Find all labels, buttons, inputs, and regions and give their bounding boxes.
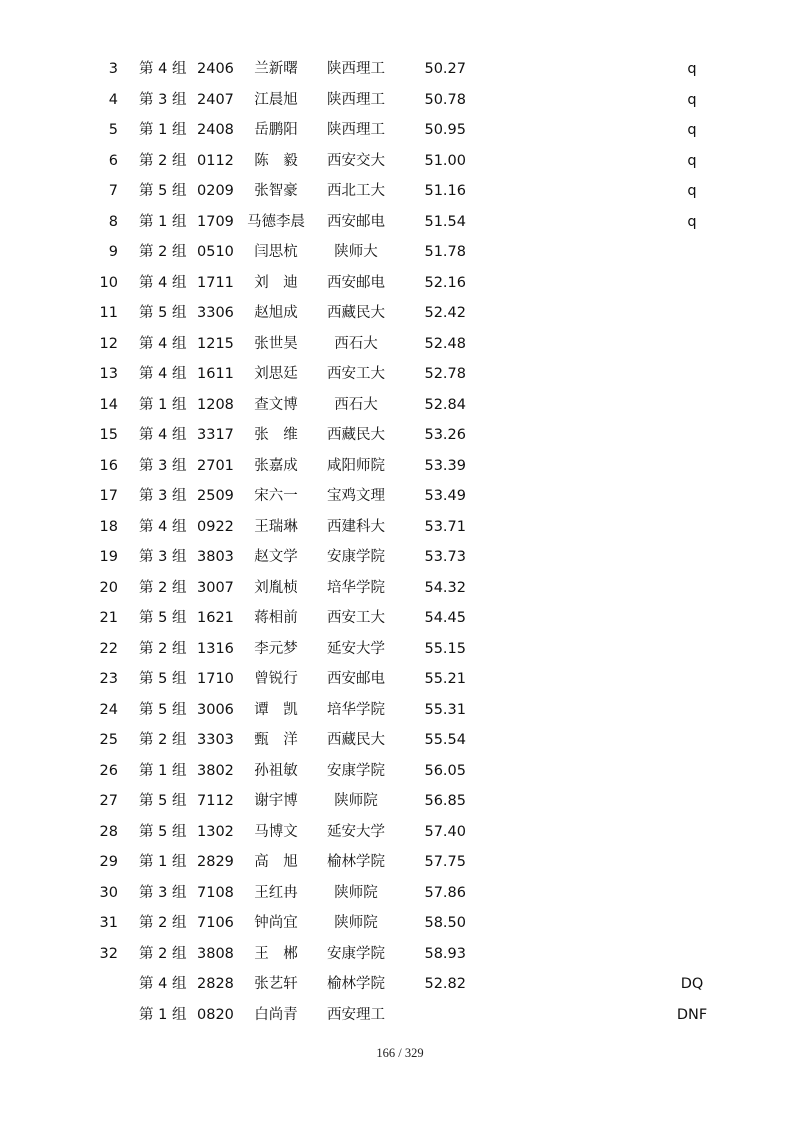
time-cell: 57.40 [424, 823, 466, 840]
result-row [0, 573, 800, 604]
group-cell: 第 1 组 [139, 122, 187, 138]
result-row [0, 512, 800, 543]
school-cell: 榆林学院 [327, 854, 385, 870]
time-cell: 53.49 [424, 488, 466, 504]
time-cell: 53.39 [424, 457, 466, 474]
rank-cell: 14 [99, 396, 118, 413]
bib-number-cell: 3803 [197, 549, 234, 565]
group-cell: 第 5 组 [139, 701, 187, 718]
bib-number-cell: 3007 [197, 579, 234, 596]
athlete-name-cell: 查文博 [254, 396, 298, 413]
time-cell: 51.00 [424, 152, 466, 169]
result-row [0, 908, 800, 939]
school-cell: 宝鸡文理 [327, 488, 385, 504]
result-row [0, 847, 800, 878]
group-cell: 第 4 组 [139, 518, 187, 535]
group-cell: 第 1 组 [139, 1006, 187, 1023]
bib-number-cell: 3802 [197, 762, 234, 779]
rank-cell: 12 [99, 335, 118, 352]
athlete-name-cell: 张嘉成 [254, 457, 298, 474]
school-cell: 榆林学院 [327, 976, 385, 992]
result-row [0, 786, 800, 817]
result-row [0, 298, 800, 329]
group-cell: 第 2 组 [139, 244, 187, 260]
rank-cell: 28 [99, 823, 118, 840]
time-cell: 52.78 [424, 366, 466, 382]
athlete-name-cell: 马博文 [254, 823, 298, 840]
athlete-name-cell: 蒋相前 [254, 610, 298, 626]
result-row [0, 146, 800, 177]
school-cell: 咸阳师院 [327, 457, 385, 474]
school-cell: 西安邮电 [327, 274, 385, 291]
school-cell: 培华学院 [327, 701, 385, 718]
rank-cell: 10 [99, 274, 118, 291]
group-cell: 第 3 组 [139, 488, 187, 504]
time-cell: 51.54 [424, 213, 466, 230]
athlete-name-cell: 钟尚宜 [254, 915, 298, 931]
athlete-name-cell: 孙祖敏 [254, 762, 298, 779]
bib-number-cell: 0922 [197, 518, 234, 535]
school-cell: 西藏民大 [327, 305, 385, 321]
result-row [0, 237, 800, 268]
athlete-name-cell: 岳鹏阳 [254, 122, 298, 138]
school-cell: 西藏民大 [327, 732, 385, 748]
result-row [0, 634, 800, 665]
bib-number-cell: 1709 [197, 213, 234, 230]
time-cell: 51.16 [424, 183, 466, 199]
school-cell: 安康学院 [327, 549, 385, 565]
result-row [0, 542, 800, 573]
qualification-mark-cell: q [687, 183, 697, 199]
time-cell: 52.82 [424, 976, 466, 992]
bib-number-cell: 1215 [197, 335, 234, 352]
athlete-name-cell: 谭 凯 [254, 701, 298, 718]
bib-number-cell: 3317 [197, 427, 234, 443]
school-cell: 西北工大 [327, 183, 385, 199]
bib-number-cell: 7106 [197, 915, 234, 931]
rank-cell: 4 [108, 91, 118, 108]
rank-cell: 31 [99, 915, 118, 931]
school-cell: 陕师院 [334, 884, 378, 901]
school-cell: 西安邮电 [327, 671, 385, 687]
bib-number-cell: 2701 [197, 457, 234, 474]
group-cell: 第 2 组 [139, 579, 187, 596]
time-cell: 53.26 [424, 427, 466, 443]
bib-number-cell: 0820 [197, 1006, 234, 1023]
time-cell: 52.48 [424, 335, 466, 352]
school-cell: 安康学院 [327, 945, 385, 962]
bib-number-cell: 7108 [197, 884, 234, 901]
rank-cell: 19 [99, 549, 118, 565]
result-row [0, 878, 800, 909]
athlete-name-cell: 白尚青 [254, 1006, 298, 1023]
group-cell: 第 5 组 [139, 793, 187, 809]
group-cell: 第 3 组 [139, 884, 187, 901]
rank-cell: 24 [99, 701, 118, 718]
bib-number-cell: 2828 [197, 976, 234, 992]
rank-cell: 17 [99, 488, 118, 504]
group-cell: 第 1 组 [139, 854, 187, 870]
time-cell: 57.86 [424, 884, 466, 901]
group-cell: 第 4 组 [139, 61, 187, 77]
rank-cell: 18 [99, 518, 118, 535]
rank-cell: 23 [99, 671, 118, 687]
athlete-name-cell: 甄 洋 [254, 732, 298, 748]
rank-cell: 9 [108, 244, 118, 260]
school-cell: 陕师大 [334, 244, 378, 260]
result-row [0, 603, 800, 634]
athlete-name-cell: 马德李晨 [247, 213, 305, 230]
athlete-name-cell: 刘胤桢 [254, 579, 298, 596]
time-cell: 54.45 [424, 610, 466, 626]
bib-number-cell: 1316 [197, 640, 234, 657]
rank-cell: 27 [99, 793, 118, 809]
school-cell: 西安工大 [327, 610, 385, 626]
time-cell: 55.15 [424, 640, 466, 657]
group-cell: 第 4 组 [139, 366, 187, 382]
bib-number-cell: 1710 [197, 671, 234, 687]
group-cell: 第 2 组 [139, 915, 187, 931]
athlete-name-cell: 陈 毅 [254, 152, 298, 169]
bib-number-cell: 1711 [197, 274, 234, 291]
athlete-name-cell: 李元梦 [254, 640, 298, 657]
qualification-mark-cell: q [687, 61, 697, 77]
school-cell: 陕西理工 [327, 91, 385, 108]
time-cell: 50.78 [424, 91, 466, 108]
group-cell: 第 2 组 [139, 945, 187, 962]
time-cell: 53.73 [424, 549, 466, 565]
result-row [0, 969, 800, 1000]
school-cell: 西石大 [334, 396, 378, 413]
rank-cell: 22 [99, 640, 118, 657]
group-cell: 第 5 组 [139, 305, 187, 321]
rank-cell: 11 [99, 305, 118, 321]
rank-cell: 6 [108, 152, 118, 169]
time-cell: 56.85 [424, 793, 466, 809]
athlete-name-cell: 王 郴 [254, 945, 298, 962]
school-cell: 西安交大 [327, 152, 385, 169]
rank-cell: 30 [99, 884, 118, 901]
bib-number-cell: 0510 [197, 244, 234, 260]
bib-number-cell: 0112 [197, 152, 234, 169]
group-cell: 第 2 组 [139, 640, 187, 657]
athlete-name-cell: 刘 迪 [254, 274, 298, 291]
group-cell: 第 4 组 [139, 976, 187, 992]
time-cell: 50.95 [424, 122, 466, 138]
time-cell: 52.84 [424, 396, 466, 413]
athlete-name-cell: 张 维 [254, 427, 298, 443]
athlete-name-cell: 张世昊 [254, 335, 298, 352]
athlete-name-cell: 张智豪 [254, 183, 298, 199]
time-cell: 54.32 [424, 579, 466, 596]
result-row [0, 207, 800, 238]
group-cell: 第 2 组 [139, 152, 187, 169]
athlete-name-cell: 兰新曙 [254, 61, 298, 77]
bib-number-cell: 2407 [197, 91, 234, 108]
school-cell: 培华学院 [327, 579, 385, 596]
group-cell: 第 3 组 [139, 457, 187, 474]
bib-number-cell: 7112 [197, 793, 234, 809]
athlete-name-cell: 高 旭 [254, 854, 298, 870]
time-cell: 53.71 [424, 518, 466, 535]
qualification-mark-cell: q [687, 122, 697, 138]
school-cell: 西安工大 [327, 366, 385, 382]
rank-cell: 15 [99, 427, 118, 443]
rank-cell: 16 [99, 457, 118, 474]
qualification-mark-cell: DQ [680, 976, 704, 992]
athlete-name-cell: 曾锐行 [254, 671, 298, 687]
time-cell: 58.93 [424, 945, 466, 962]
athlete-name-cell: 江晨旭 [254, 91, 298, 108]
school-cell: 西安理工 [327, 1006, 385, 1023]
result-row [0, 115, 800, 146]
result-row [0, 481, 800, 512]
result-row [0, 329, 800, 360]
bib-number-cell: 1611 [197, 366, 234, 382]
bib-number-cell: 0209 [197, 183, 234, 199]
bib-number-cell: 3808 [197, 945, 234, 962]
group-cell: 第 4 组 [139, 427, 187, 443]
result-row [0, 1000, 800, 1031]
bib-number-cell: 1302 [197, 823, 234, 840]
time-cell: 50.27 [424, 61, 466, 77]
athlete-name-cell: 王瑞琳 [254, 518, 298, 535]
athlete-name-cell: 赵旭成 [254, 305, 298, 321]
time-cell: 55.54 [424, 732, 466, 748]
school-cell: 陕师院 [334, 793, 378, 809]
result-row [0, 695, 800, 726]
athlete-name-cell: 张艺轩 [254, 976, 298, 992]
result-row [0, 359, 800, 390]
result-row [0, 817, 800, 848]
rank-cell: 21 [99, 610, 118, 626]
time-cell: 55.31 [424, 701, 466, 718]
school-cell: 延安大学 [327, 823, 385, 840]
bib-number-cell: 3303 [197, 732, 234, 748]
time-cell: 52.16 [424, 274, 466, 291]
group-cell: 第 3 组 [139, 91, 187, 108]
rank-cell: 29 [99, 854, 118, 870]
rank-cell: 3 [108, 61, 118, 77]
bib-number-cell: 3006 [197, 701, 234, 718]
time-cell: 52.42 [424, 305, 466, 321]
qualification-mark-cell: q [687, 152, 697, 169]
bib-number-cell: 2406 [197, 61, 234, 77]
group-cell: 第 1 组 [139, 762, 187, 779]
school-cell: 延安大学 [327, 640, 385, 657]
group-cell: 第 4 组 [139, 335, 187, 352]
athlete-name-cell: 刘思廷 [254, 366, 298, 382]
athlete-name-cell: 闫思杭 [254, 244, 298, 260]
rank-cell: 13 [99, 366, 118, 382]
time-cell: 57.75 [424, 854, 466, 870]
group-cell: 第 5 组 [139, 671, 187, 687]
result-row [0, 725, 800, 756]
group-cell: 第 5 组 [139, 823, 187, 840]
result-row [0, 664, 800, 695]
qualification-mark-cell: q [687, 213, 697, 230]
group-cell: 第 3 组 [139, 549, 187, 565]
school-cell: 陕师院 [334, 915, 378, 931]
result-row [0, 176, 800, 207]
time-cell: 58.50 [424, 915, 466, 931]
rank-cell: 8 [108, 213, 118, 230]
rank-cell: 5 [108, 122, 118, 138]
qualification-mark-cell: DNF [676, 1006, 708, 1023]
result-row [0, 420, 800, 451]
group-cell: 第 5 组 [139, 610, 187, 626]
school-cell: 西安邮电 [327, 213, 385, 230]
group-cell: 第 1 组 [139, 213, 187, 230]
time-cell: 51.78 [424, 244, 466, 260]
athlete-name-cell: 王红冉 [254, 884, 298, 901]
rank-cell: 25 [99, 732, 118, 748]
result-row [0, 451, 800, 482]
bib-number-cell: 1621 [197, 610, 234, 626]
result-row [0, 54, 800, 85]
group-cell: 第 5 组 [139, 183, 187, 199]
school-cell: 西建科大 [327, 518, 385, 535]
time-cell: 56.05 [424, 762, 466, 779]
page-number: 166 / 329 [376, 1046, 424, 1060]
result-row [0, 756, 800, 787]
school-cell: 安康学院 [327, 762, 385, 779]
qualification-mark-cell: q [687, 91, 697, 108]
time-cell: 55.21 [424, 671, 466, 687]
school-cell: 陕西理工 [327, 61, 385, 77]
rank-cell: 32 [99, 945, 118, 962]
result-row [0, 268, 800, 299]
result-row [0, 85, 800, 116]
bib-number-cell: 2509 [197, 488, 234, 504]
bib-number-cell: 3306 [197, 305, 234, 321]
rank-cell: 7 [108, 183, 118, 199]
school-cell: 西石大 [334, 335, 378, 352]
rank-cell: 20 [99, 579, 118, 596]
bib-number-cell: 1208 [197, 396, 234, 413]
school-cell: 西藏民大 [327, 427, 385, 443]
athlete-name-cell: 宋六一 [254, 488, 298, 504]
group-cell: 第 2 组 [139, 732, 187, 748]
school-cell: 陕西理工 [327, 122, 385, 138]
bib-number-cell: 2408 [197, 122, 234, 138]
athlete-name-cell: 赵文学 [254, 549, 298, 565]
athlete-name-cell: 谢宇博 [254, 793, 298, 809]
bib-number-cell: 2829 [197, 854, 234, 870]
group-cell: 第 4 组 [139, 274, 187, 291]
result-row [0, 390, 800, 421]
rank-cell: 26 [99, 762, 118, 779]
result-row [0, 939, 800, 970]
group-cell: 第 1 组 [139, 396, 187, 413]
results-table [0, 54, 800, 1030]
